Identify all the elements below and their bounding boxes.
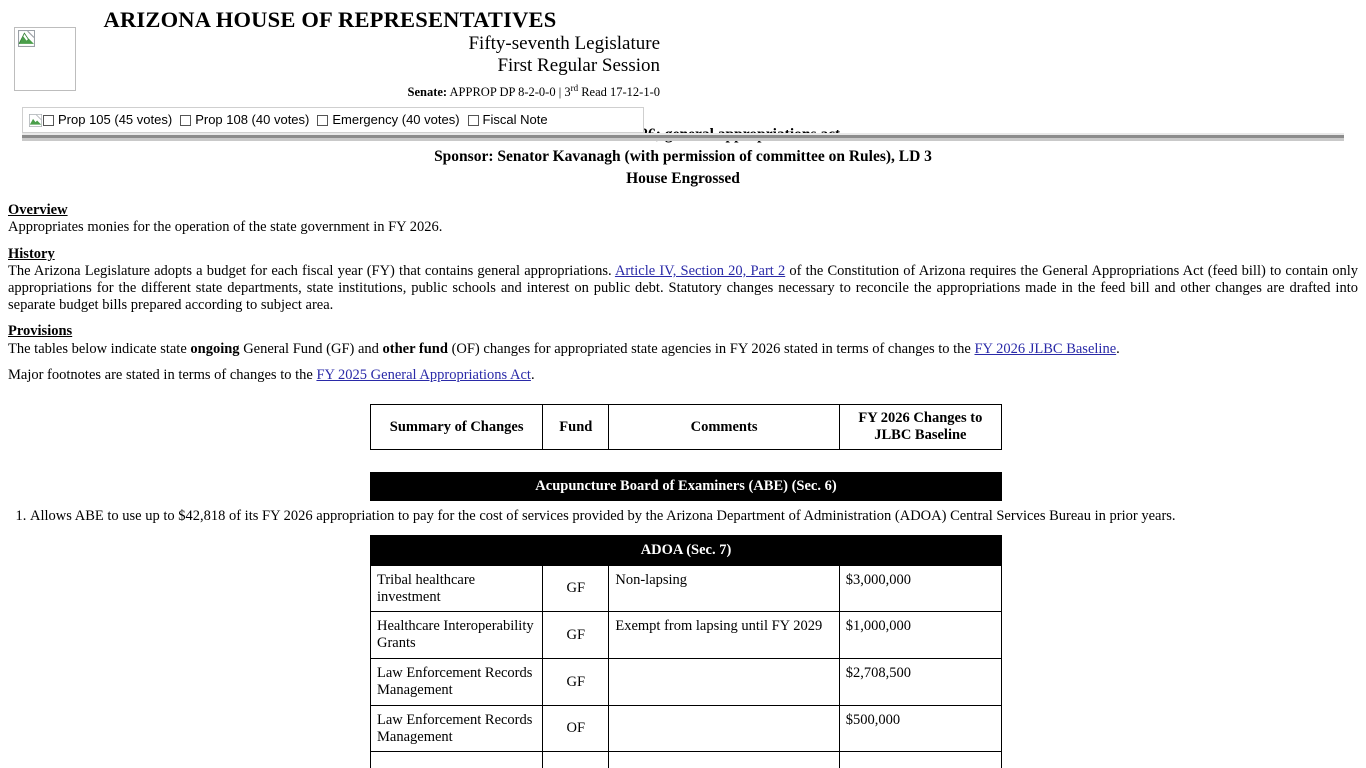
agency-banner-adoa: ADOA (Sec. 7) <box>371 536 1002 566</box>
bill-status: House Engrossed <box>626 170 740 187</box>
provisions-paragraph-1 <box>8 341 1358 358</box>
table-row <box>371 705 1002 752</box>
checkbox-prop-108[interactable] <box>180 115 191 126</box>
prov-p1-e: (OF) changes for appropriated state agencies in FY 2026 stated in terms of changes to the <box>447 340 975 357</box>
cell-fund: OF <box>543 705 609 752</box>
cell-fund: GF <box>543 565 609 612</box>
list-item: 1. Allows ABE to use up to $42,818 of its FY 2026 appropriation to pay for the cost of services provided by the Arizona Department of Administration (ADOA) Central Services Bureau in prior years. <box>30 508 1358 525</box>
col-header-comments: Comments <box>609 405 839 449</box>
cell-fund: GF <box>543 659 609 706</box>
agency-banner-row <box>371 536 1002 566</box>
col-header-summary: Summary of Changes <box>371 405 543 449</box>
history-text-part2: of the Constitution of Arizona requires the General Appropriations Act (feed bill) to contain only appropriations for the different state departments, state institutions, public schools and interest on public debt. Statutory changes necessary to reconcile the appropriations made in the feed bill and other changes are drafted into separate budget bills prepared according to subject area. <box>8 263 1358 313</box>
broken-image-icon <box>18 30 35 47</box>
provisions-heading: Provisions <box>8 323 73 340</box>
checkbox-fiscal-note[interactable] <box>468 115 479 126</box>
agency-banner-abe: Acupuncture Board of Examiners (ABE) (Sec. 6) <box>370 472 1002 501</box>
adoa-section <box>8 535 1358 768</box>
vote-tally <box>0 83 660 100</box>
cell-comments <box>609 659 839 706</box>
header-divider-bar <box>22 133 1344 141</box>
col-header-amount: FY 2026 Changes to JLBC Baseline <box>839 405 1001 449</box>
col-header-fund: Fund <box>543 405 609 449</box>
checkbox-prop-105[interactable] <box>43 115 54 126</box>
table-row <box>371 565 1002 612</box>
prov-p1-c: General Fund (GF) and <box>239 340 383 357</box>
summary-table-wrap <box>8 404 1358 449</box>
abe-notes-list <box>8 508 1358 525</box>
cell-summary: Healthcare Interoperability Grants <box>371 612 543 659</box>
history-text <box>8 263 1358 313</box>
overview-heading: Overview <box>8 202 68 218</box>
cell-amount: $500,000 <box>839 705 1001 752</box>
prov-p1-end: . <box>1116 340 1120 357</box>
cell-summary: Tribal healthcare investment <box>371 565 543 612</box>
cell-fund: GF <box>543 612 609 659</box>
table-row <box>371 752 1002 768</box>
page-title: ARIZONA HOUSE OF REPRESENTATIVES <box>103 7 557 32</box>
cell-amount: $3,000,000 <box>839 565 1001 612</box>
vote-detail: APPROP DP 8-2-0-0 | 3 <box>447 84 571 99</box>
legislature-label: Fifty-seventh Legislature <box>468 32 660 54</box>
abe-section <box>8 472 1358 501</box>
cell-comments: Exempt from lapsing until FY 2029 <box>609 612 839 659</box>
title-block <box>0 0 1320 99</box>
cell-amount <box>839 752 1001 768</box>
overview-text: Appropriates monies for the operation of the state government in FY 2026. <box>8 219 443 236</box>
vote-read-detail: Read 17-12-1-0 <box>578 84 660 99</box>
state-seal-placeholder <box>14 27 76 91</box>
prov-p2-a: Major footnotes are stated in terms of changes to the <box>8 367 317 384</box>
cell-summary: Law Enforcement Records Management <box>371 705 543 752</box>
cell-summary <box>371 752 543 768</box>
cell-comments: Non-lapsing <box>609 565 839 612</box>
cell-amount: $2,708,500 <box>839 659 1001 706</box>
prov-p2-end: . <box>530 367 535 384</box>
broken-image-icon-small <box>29 114 42 127</box>
cell-summary: Law Enforcement Records Management <box>371 659 543 706</box>
flag-label-prop-105: Prop 105 (45 votes) <box>58 112 173 128</box>
summary-header-table <box>370 404 1002 449</box>
checkbox-emergency[interactable] <box>317 115 328 126</box>
table-header-row <box>371 405 1002 449</box>
jlbc-baseline-link[interactable]: FY 2026 JLBC Baseline <box>974 340 1117 357</box>
cell-amount: $1,000,000 <box>839 612 1001 659</box>
document-body <box>0 202 1366 768</box>
table-row <box>371 612 1002 659</box>
fy2025-act-link[interactable]: FY 2025 General Appropriations Act <box>316 367 531 384</box>
table-row <box>371 659 1002 706</box>
history-heading: History <box>8 245 55 262</box>
agency-table-adoa <box>370 535 1002 768</box>
cell-comments <box>609 752 839 768</box>
provisions-paragraph-2 <box>8 367 1358 384</box>
prov-p1-a: The tables below indicate state <box>8 340 191 357</box>
flag-label-prop-108: Prop 108 (40 votes) <box>195 112 310 128</box>
flag-label-emergency: Emergency (40 votes) <box>332 112 460 128</box>
history-text-part1: The Arizona Legislature adopts a budget for each fiscal year (FY) that contains general appropriations. <box>8 263 615 280</box>
bill-sponsor: Sponsor: Senator Kavanagh (with permission of committee on Rules), LD 3 <box>434 148 932 165</box>
cell-comments <box>609 705 839 752</box>
session-label: First Regular Session <box>497 55 660 77</box>
prov-emphasis-ongoing: ongoing <box>190 340 240 357</box>
constitution-link[interactable]: Article IV, Section 20, Part 2 <box>614 263 786 280</box>
masthead <box>0 0 1366 128</box>
flag-label-fiscal-note: Fiscal Note <box>482 112 548 128</box>
bill-flags-bar <box>22 107 644 133</box>
prov-emphasis-other-fund: other fund <box>382 340 448 357</box>
vote-chamber-label: Senate: <box>407 84 448 99</box>
vote-ordinal-suffix: rd <box>570 82 579 93</box>
cell-fund <box>543 752 609 768</box>
